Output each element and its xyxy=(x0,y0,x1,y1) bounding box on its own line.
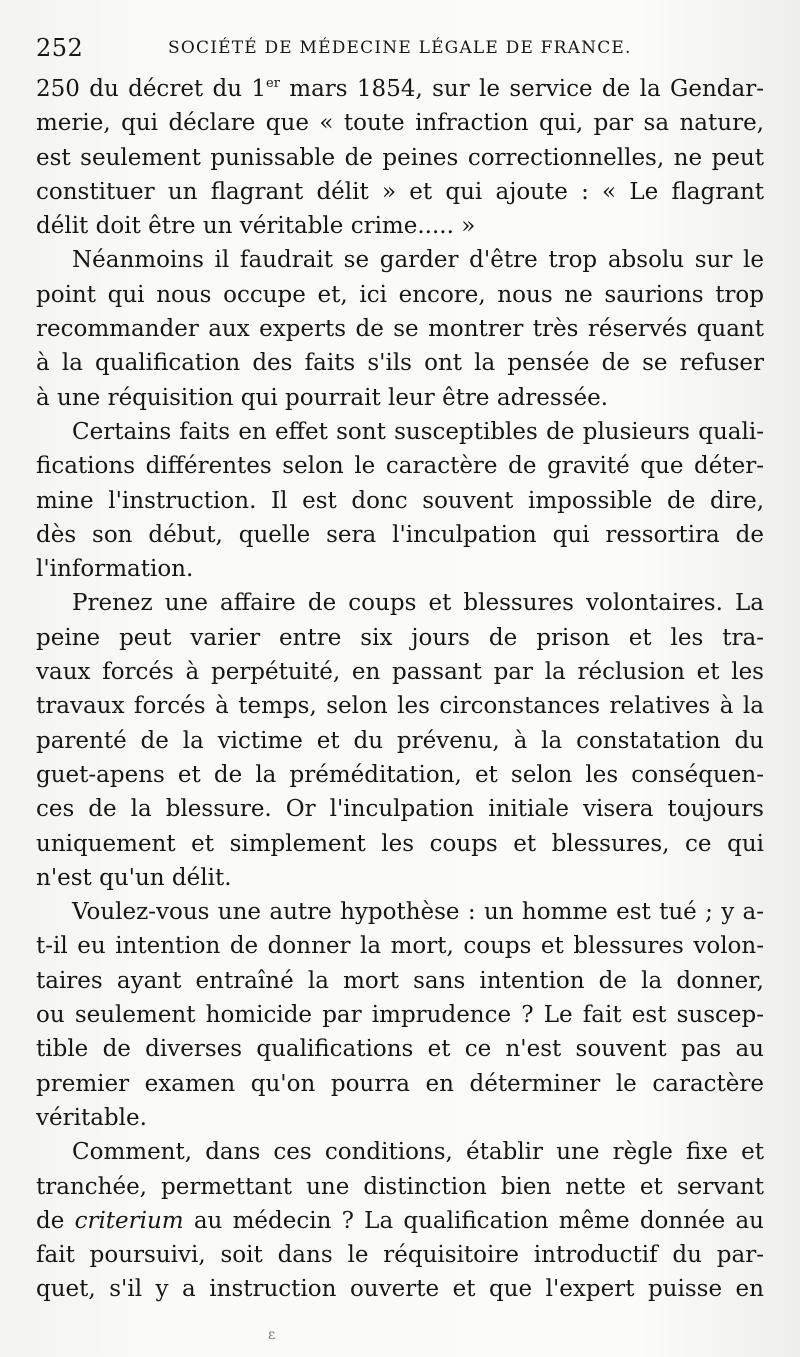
text-line: Néanmoins il faudrait se garder d'être trop absolu sur le xyxy=(72,247,764,274)
running-head xyxy=(36,34,756,68)
text-line: est seulement punissable de peines correctionnelles, ne peut xyxy=(36,144,764,171)
text-line: fications différentes selon le caractère de gravité que déter- xyxy=(36,453,764,480)
text-line: 250 du décret du 1er mars 1854, sur le service de la Gendar- xyxy=(36,76,764,102)
text-line: fait poursuivi, soit dans le réquisitoire introductif du par- xyxy=(36,1242,764,1269)
superscript: er xyxy=(266,76,280,91)
text-line: taires ayant entraîné la mort sans intention de la donner, xyxy=(36,967,764,994)
text-line: uniquement et simplement les coups et blessures, ce qui xyxy=(36,830,764,857)
text-line: peine peut varier entre six jours de prison et les tra- xyxy=(36,624,764,651)
page-number: 252 xyxy=(36,34,84,62)
text-line: véritable. xyxy=(36,1104,147,1131)
text-line: t-il eu intention de donner la mort, coups et blessures volon- xyxy=(36,933,764,960)
text-line: constituer un flagrant délit » et qui ajoute : « Le flagrant xyxy=(36,178,764,205)
text-line: à une réquisition qui pourrait leur être adressée. xyxy=(36,384,609,411)
text-line: de criterium au médecin ? La qualification même donnée au xyxy=(36,1207,764,1234)
text-line: recommander aux experts de se montrer très réservés quant xyxy=(36,316,764,343)
text-line: délit doit être un véritable crime..... » xyxy=(36,213,476,240)
text-line: quet, s'il y a instruction ouverte et que l'expert puisse en xyxy=(36,1276,764,1303)
text-line: ces de la blessure. Or l'inculpation initiale visera toujours xyxy=(36,796,764,823)
text-line: Prenez une affaire de coups et blessures volontaires. La xyxy=(72,590,764,617)
text-line: dès son début, quelle sera l'inculpation qui ressortira de xyxy=(36,521,764,548)
text-line: ou seulement homicide par imprudence ? Le fait est suscep- xyxy=(36,1002,764,1029)
text-line: merie, qui déclare que « toute infraction qui, par sa nature, xyxy=(36,110,764,137)
text-line: Comment, dans ces conditions, établir une règle fixe et xyxy=(72,1139,764,1166)
text-line: Certains faits en effet sont susceptibles de plusieurs quali- xyxy=(72,418,764,445)
running-title: SOCIÉTÉ DE MÉDECINE LÉGALE DE FRANCE. xyxy=(168,38,632,58)
body-text xyxy=(36,72,764,1307)
text-line: travaux forcés à temps, selon les circonstances relatives à la xyxy=(36,693,764,720)
text-line: vaux forcés à perpétuité, en passant par la réclusion et les xyxy=(36,659,764,686)
text-line: tranchée, permettant une distinction bien nette et servant xyxy=(36,1173,764,1200)
footer-mark: ε xyxy=(268,1327,276,1343)
text-line: parenté de la victime et du prévenu, à la constatation du xyxy=(36,727,764,754)
text-line: tible de diverses qualifications et ce n'est souvent pas au xyxy=(36,1036,764,1063)
text-line: guet-apens et de la préméditation, et selon les conséquen- xyxy=(36,761,764,788)
text-line: point qui nous occupe et, ici encore, nous ne saurions trop xyxy=(36,281,764,308)
text-line: n'est qu'un délit. xyxy=(36,864,232,891)
text-line: à la qualification des faits s'ils ont la pensée de se refuser xyxy=(36,350,764,377)
italic-term: criterium xyxy=(74,1207,184,1234)
text-line: l'information. xyxy=(36,556,194,583)
text-line: premier examen qu'on pourra en déterminer le caractère xyxy=(36,1070,764,1097)
text-line: Voulez-vous une autre hypothèse : un homme est tué ; y a- xyxy=(72,899,764,926)
text-line: mine l'instruction. Il est donc souvent impossible de dire, xyxy=(36,487,764,514)
